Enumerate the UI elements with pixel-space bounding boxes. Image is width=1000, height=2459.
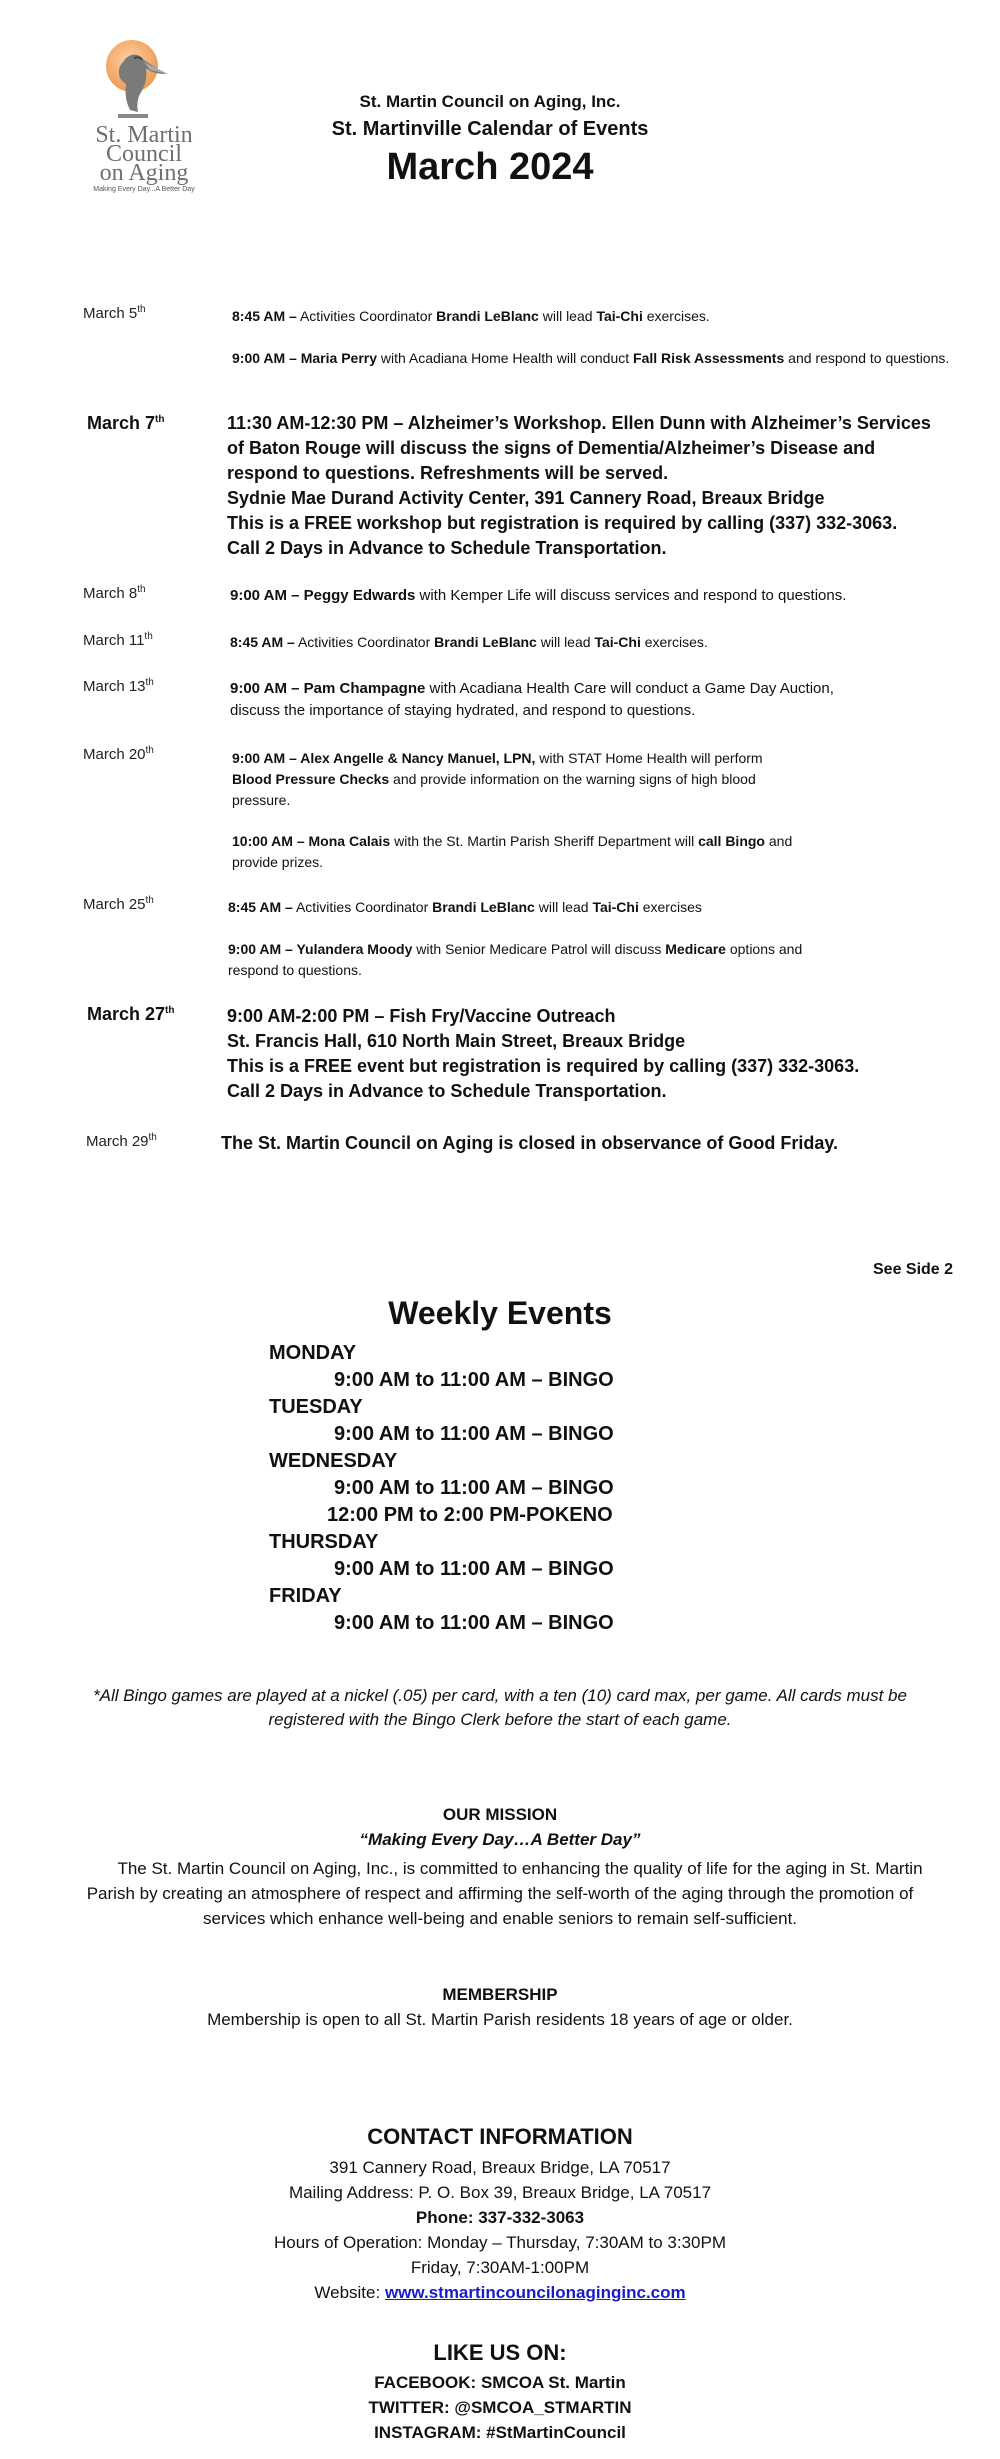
event-date-march-8: March 8th <box>83 584 146 602</box>
bingo-rules-note: *All Bingo games are played at a nickel (.05) per card, with a ten (10) card max, per game. All cards must be registered with the Bingo Clerk before the start of each game. <box>93 1686 907 1729</box>
mission-title: OUR MISSION <box>442 1805 558 1824</box>
event-march-20-bingo: 10:00 AM – Mona Calais with the St. Martin Parish Sheriff Department will call Bingo and provide prizes. <box>232 833 793 870</box>
mission-slogan: “Making Every Day…A Better Day” <box>359 1830 641 1849</box>
event-march-29-closed: The St. Martin Council on Aging is closed in observance of Good Friday. <box>221 1133 839 1153</box>
logo-tagline: Making Every Day...A Better Day <box>93 186 195 193</box>
calendar-title: St. Martinville Calendar of Events <box>331 118 649 140</box>
event-date-march-25: March 25th <box>83 895 154 913</box>
weekly-slot: 9:00 AM to 11:00 AM – BINGO <box>334 1558 614 1580</box>
social-facebook: FACEBOOK: SMCOA St. Martin <box>374 2373 626 2392</box>
event-date-march-27: March 27th <box>87 1004 175 1024</box>
website-link[interactable]: www.stmartincouncilonaginginc.com <box>384 2283 686 2302</box>
event-date-march-7: March 7th <box>87 413 165 433</box>
event-date-march-5: March 5th <box>83 304 146 322</box>
membership-title: MEMBERSHIP <box>442 1985 558 2004</box>
event-march-13-game-day: 9:00 AM – Pam Champagne with Acadiana Health Care will conduct a Game Day Auction, discuss the importance of staying hydrated, and respond to questions. <box>230 680 834 719</box>
event-date-march-13: March 13th <box>83 677 154 695</box>
organization-logo <box>74 36 214 196</box>
event-march-11-tai-chi: 8:45 AM – Activities Coordinator Brandi LeBlanc will lead Tai-Chi exercises. <box>230 634 708 650</box>
event-march-25-tai-chi: 8:45 AM – Activities Coordinator Brandi LeBlanc will lead Tai-Chi exercises <box>228 899 702 915</box>
weekly-slot: 9:00 AM to 11:00 AM – BINGO <box>334 1423 614 1445</box>
event-march-7-alzheimers-workshop: 11:30 AM-12:30 PM – Alzheimer’s Workshop. Ellen Dunn with Alzheimer’s Services of Baton Rouge will discuss the signs of Dementia/Alzheimer’s Disease and respond to questions. Refreshments will be served. Sydnie Mae Durand Activity Center, 391 Cannery Road, Breaux Bridge This is a FREE workshop but registration is required by calling (337) 332-3063. Call 2 Days in Advance to Schedule Transportation. <box>227 413 931 558</box>
social-title: LIKE US ON: <box>433 2340 567 2365</box>
social-instagram: INSTAGRAM: #StMartinCouncil <box>374 2423 626 2442</box>
weekday-friday: FRIDAY <box>269 1585 342 1607</box>
weekday-monday: MONDAY <box>269 1342 357 1364</box>
event-march-20-blood-pressure: 9:00 AM – Alex Angelle & Nancy Manuel, LPN, with STAT Home Health will perform Blood Pressure Checks and provide information on the warning signs of high blood pressure. <box>232 750 763 808</box>
weekly-slot: 9:00 AM to 11:00 AM – BINGO <box>334 1477 614 1499</box>
contact-website-row: Website: www.stmartincouncilonaginginc.com <box>314 2283 686 2302</box>
mission-statement: The St. Martin Council on Aging, Inc., is committed to enhancing the quality of life for the aging in St. Martin Parish by creating an atmosphere of respect and affirming the self-worth of the aging through the promotion of services which enhance well-being and enable seniors to remain self-sufficient. <box>86 1859 923 1928</box>
contact-hours-friday: Friday, 7:30AM-1:00PM <box>410 2258 590 2277</box>
event-march-8-kemper-life: 9:00 AM – Peggy Edwards with Kemper Life will discuss services and respond to questions. <box>230 587 847 604</box>
weekly-slot-pokeno: 12:00 PM to 2:00 PM-POKENO <box>327 1504 613 1526</box>
weekday-tuesday: TUESDAY <box>269 1396 363 1418</box>
contact-address: 391 Cannery Road, Breaux Bridge, LA 70517 <box>329 2158 671 2177</box>
membership-text: Membership is open to all St. Martin Parish residents 18 years of age or older. <box>207 2010 793 2029</box>
weekly-slot: 9:00 AM to 11:00 AM – BINGO <box>334 1369 614 1391</box>
contact-mailing: Mailing Address: P. O. Box 39, Breaux Bridge, LA 70517 <box>288 2183 712 2202</box>
social-twitter: TWITTER: @SMCOA_STMARTIN <box>368 2398 632 2417</box>
organization-name: St. Martin Council on Aging, Inc. <box>359 92 621 111</box>
event-date-march-20: March 20th <box>83 745 154 763</box>
logo-line-2: Council <box>106 141 182 167</box>
weekly-slot: 9:00 AM to 11:00 AM – BINGO <box>334 1612 614 1634</box>
weekday-wednesday: WEDNESDAY <box>269 1450 398 1472</box>
contact-title: CONTACT INFORMATION <box>367 2124 633 2149</box>
weekly-events-schedule <box>269 1340 769 1637</box>
event-march-25-medicare: 9:00 AM – Yulandera Moody with Senior Medicare Patrol will discuss Medicare options and respond to questions. <box>228 941 803 978</box>
weekday-thursday: THURSDAY <box>269 1531 379 1553</box>
contact-details <box>0 2155 1000 2305</box>
weekly-events-title: Weekly Events <box>388 1295 612 1331</box>
event-march-5-fall-risk: 9:00 AM – Maria Perry with Acadiana Home Health will conduct Fall Risk Assessments and respond to questions. <box>232 350 950 366</box>
event-date-march-11: March 11th <box>83 631 153 649</box>
contact-hours: Hours of Operation: Monday – Thursday, 7:30AM to 3:30PM <box>274 2233 726 2252</box>
logo-line-1: St. Martin <box>95 122 193 148</box>
event-march-5-tai-chi: 8:45 AM – Activities Coordinator Brandi LeBlanc will lead Tai-Chi exercises. <box>232 308 710 324</box>
month-title: March 2024 <box>386 146 594 188</box>
social-accounts <box>0 2370 1000 2445</box>
contact-phone: Phone: 337-332-3063 <box>415 2208 585 2227</box>
logo-line-3: on Aging <box>99 160 189 186</box>
event-march-27-fish-fry: 9:00 AM-2:00 PM – Fish Fry/Vaccine Outreach St. Francis Hall, 610 North Main Street, Breaux Bridge This is a FREE event but registration is required by calling (337) 332-3063. Call 2 Days in Advance to Schedule Transportation. <box>227 1006 860 1101</box>
event-date-march-29: March 29th <box>86 1132 157 1150</box>
see-side-2-note: See Side 2 <box>873 1261 954 1278</box>
